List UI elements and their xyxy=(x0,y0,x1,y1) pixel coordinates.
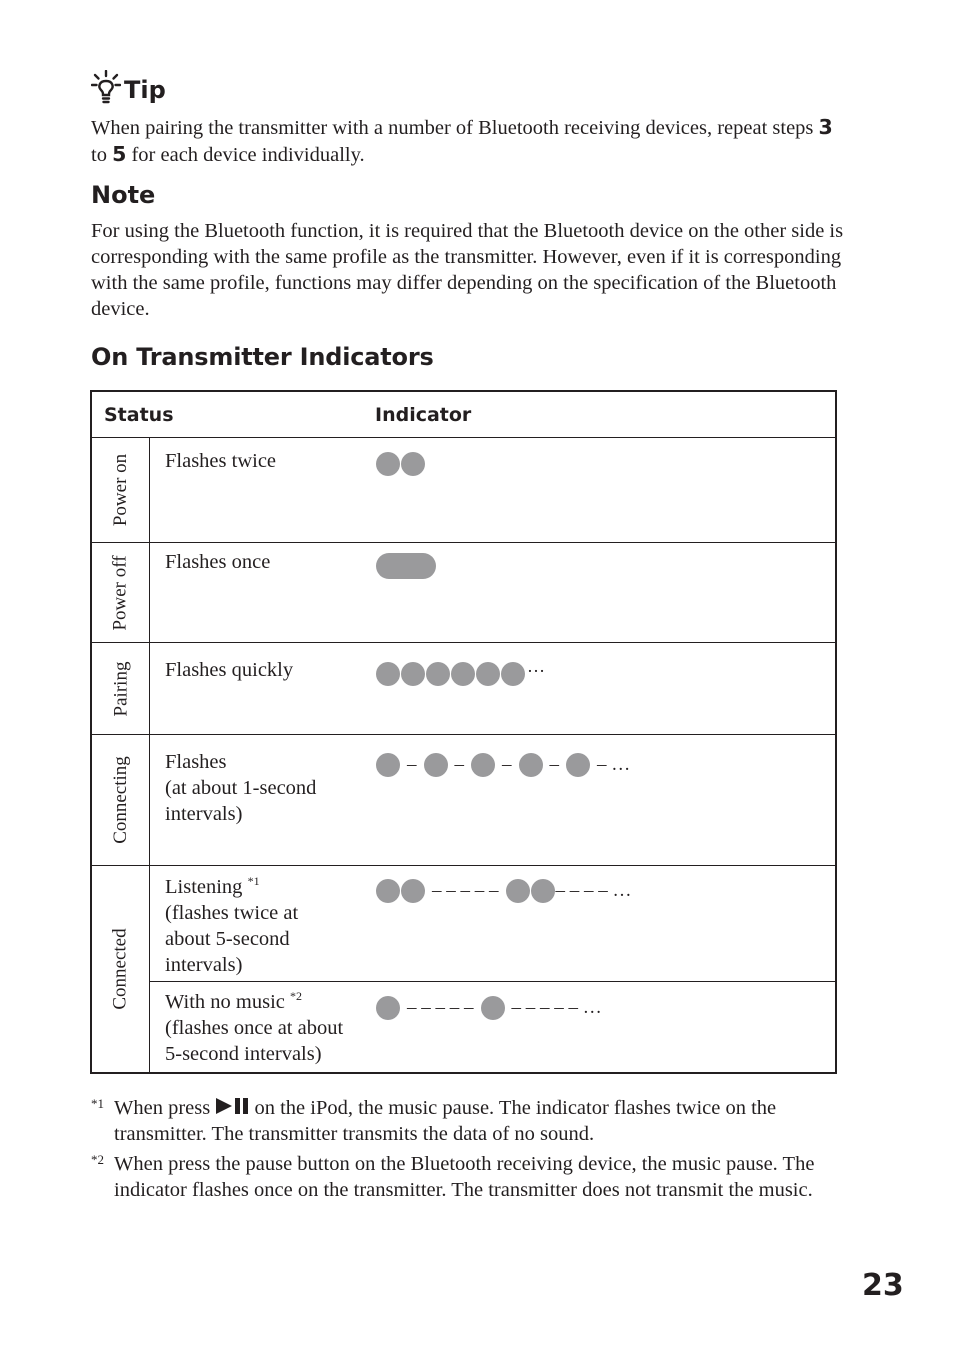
flash-dot xyxy=(376,996,400,1020)
flash-dot xyxy=(506,879,530,903)
indicator-pattern: … xyxy=(376,662,545,686)
tip-text: When pairing the transmitter with a number of Bluetooth receiving devices, repeat steps 3 to 5 for each device individually. xyxy=(91,115,833,166)
flash-dot xyxy=(451,662,475,686)
long-flash xyxy=(376,553,436,579)
flash-dot xyxy=(501,662,525,686)
indicator-pattern: – – – – – – – – – … xyxy=(376,879,639,903)
indicator-pattern xyxy=(376,452,425,476)
indicator-table xyxy=(90,390,837,1074)
flash-dot xyxy=(401,879,425,903)
flash-dot xyxy=(401,452,425,476)
indicator-pattern xyxy=(376,554,436,578)
footnote-2: *2 When press the pause button on the Bluetooth receiving device, the music pause. The indicator flashes once on the transmitter. The transmitter does not transmit the music. xyxy=(91,1151,836,1203)
column-header-status: Status xyxy=(104,404,174,426)
indicator-pattern: – – – – – – – – – – … xyxy=(376,996,609,1020)
flash-dot xyxy=(566,753,590,777)
status-description: Listening $^{*1}$ (flashes twice at about 5-second intervals) xyxy=(165,874,299,976)
tip-label: Tip xyxy=(124,76,166,104)
flash-dot xyxy=(401,662,425,686)
status-group-connected: Connected xyxy=(110,928,132,1010)
footnote-mark: *2 xyxy=(91,1152,104,1167)
status-group-power-on: Power on xyxy=(110,453,131,527)
status-description: With no music $^{*2}$ (flashes once at about 5-second intervals) xyxy=(165,989,344,1065)
note-heading: Note xyxy=(91,181,156,209)
note-text: For using the Bluetooth function, it is required that the Bluetooth device on the other side is corresponding with the same profile as the transmitter. However, even if it is corresponding with the same profile, functions may differ depending on the specification of the Bluetooth device. xyxy=(91,220,844,320)
step-number: 3 xyxy=(818,115,833,139)
flash-dot xyxy=(481,996,505,1020)
footnote-1: *1 When press on the iPod, the music pause. The indicator flashes twice on the transmitter. The transmitter transmits the data of no sound. xyxy=(91,1095,836,1147)
flash-dot xyxy=(531,879,555,903)
section-title: On Transmitter Indicators xyxy=(91,343,434,371)
page-number: 23 xyxy=(862,1268,904,1303)
flash-dot xyxy=(471,753,495,777)
indicator-pattern: – – – – – … xyxy=(376,753,637,777)
flash-dot xyxy=(376,879,400,903)
flash-dot xyxy=(476,662,500,686)
play-pause-icon xyxy=(215,1097,249,1119)
footnote-mark: *1 xyxy=(247,874,260,888)
status-group-connecting: Connecting xyxy=(110,756,132,844)
status-description: Flashes (at about 1-second intervals) xyxy=(165,751,317,825)
status-group-pairing: Pairing xyxy=(109,661,131,716)
flash-dot xyxy=(376,662,400,686)
lightbulb-icon xyxy=(91,70,121,111)
step-number: 5 xyxy=(112,142,127,166)
tip-heading xyxy=(91,70,166,110)
flash-dot xyxy=(376,753,400,777)
footnote-mark: *2 xyxy=(290,989,303,1003)
flash-dot xyxy=(426,662,450,686)
flash-dot xyxy=(519,753,543,777)
column-header-indicator: Indicator xyxy=(375,404,472,426)
flash-dot xyxy=(424,753,448,777)
status-description: Flashes twice xyxy=(165,450,277,472)
status-description: Flashes once xyxy=(165,551,271,573)
flash-dot xyxy=(376,452,400,476)
status-group-power-off: Power off xyxy=(110,554,132,631)
footnote-mark: *1 xyxy=(91,1096,104,1111)
status-description: Flashes quickly xyxy=(165,659,294,681)
